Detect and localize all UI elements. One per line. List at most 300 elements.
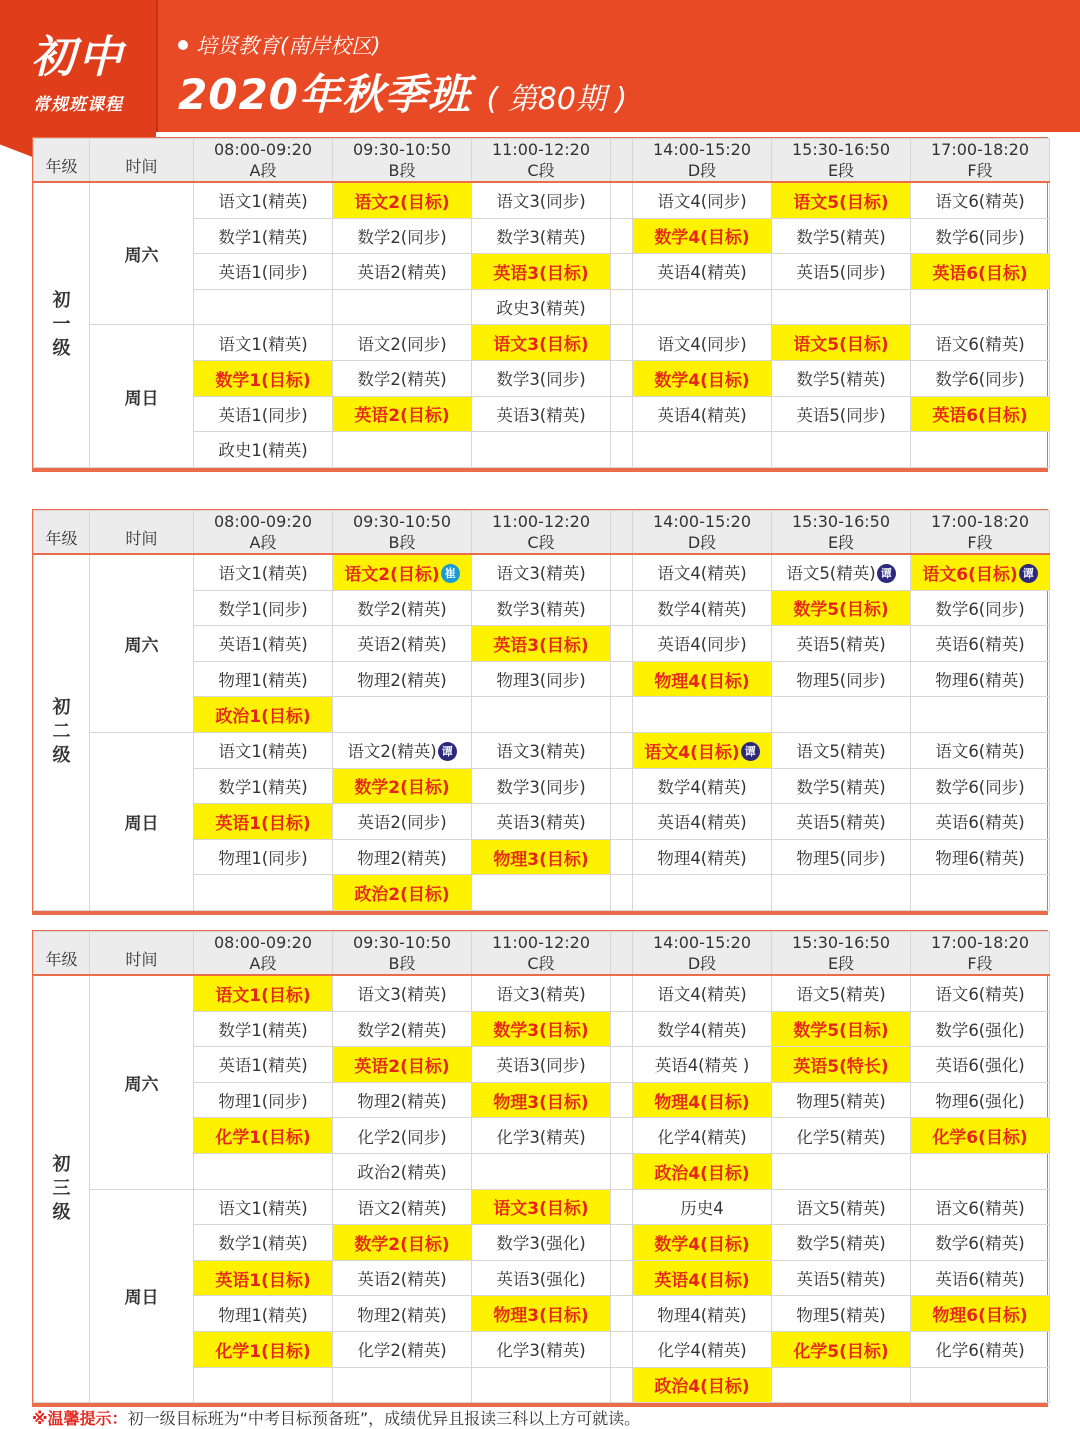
slot-segment: F段 <box>967 954 993 973</box>
class-cell <box>472 975 611 1011</box>
schedule-section <box>32 137 1048 472</box>
class-cell <box>772 732 911 768</box>
class-cell <box>911 804 1050 840</box>
class-cell <box>772 1189 911 1225</box>
target-class-cell <box>911 554 1050 590</box>
lunch-gap <box>611 254 633 290</box>
class-cell <box>194 289 333 325</box>
slot-time: 15:30-16:50 <box>792 140 890 159</box>
target-class-cell <box>194 804 333 840</box>
class-cell <box>772 432 911 468</box>
class-name: 英语5(同步) <box>796 405 886 425</box>
class-cell <box>633 1189 772 1225</box>
class-name: 物理6(强化) <box>935 1092 1025 1112</box>
badge-sub-text: 常规班课程 <box>33 95 123 115</box>
class-cell <box>911 360 1050 396</box>
class-name: 语文2(目标) <box>344 564 440 585</box>
time-slot-header <box>772 139 911 183</box>
time-slot-header <box>472 139 611 183</box>
class-name: 语文3(精英) <box>496 985 586 1005</box>
class-cell <box>333 1296 472 1332</box>
class-cell <box>472 1260 611 1296</box>
class-name: 语文3(精英) <box>496 564 586 584</box>
slot-segment: B段 <box>388 161 416 180</box>
lunch-gap <box>611 1296 633 1332</box>
class-name: 语文4(同步) <box>657 334 747 354</box>
target-class-cell <box>194 697 333 733</box>
class-name: 化学1(目标) <box>215 1128 311 1149</box>
class-name: 语文1(精英) <box>218 742 308 762</box>
table-row <box>34 554 1050 590</box>
class-name: 化学1(目标) <box>215 1341 311 1362</box>
class-name: 数学4(精英) <box>657 1020 747 1040</box>
class-cell <box>194 1011 333 1047</box>
class-cell <box>194 432 333 468</box>
lunch-gap <box>611 182 633 218</box>
class-name: 语文6(目标) <box>922 564 1018 585</box>
class-name: 语文2(精英) <box>357 1198 447 1218</box>
class-cell <box>911 1331 1050 1367</box>
class-name: 英语2(精英) <box>357 263 447 283</box>
class-cell <box>333 1153 472 1189</box>
teacher-tag-icon: 崔 <box>441 564 460 583</box>
time-slot-header <box>911 139 1050 183</box>
class-name: 语文2(目标) <box>354 192 450 213</box>
class-cell <box>772 804 911 840</box>
day-label: 周日 <box>90 732 194 910</box>
slot-segment: A段 <box>249 161 277 180</box>
class-name: 物理5(同步) <box>796 849 886 869</box>
class-name: 语文5(精英) <box>786 564 876 584</box>
class-cell <box>333 218 472 254</box>
class-cell <box>194 1367 333 1403</box>
target-class-cell <box>333 768 472 804</box>
class-name: 物理5(同步) <box>796 671 886 691</box>
target-class-cell <box>911 1296 1050 1332</box>
class-cell <box>911 732 1050 768</box>
class-cell <box>472 661 611 697</box>
class-cell <box>772 1260 911 1296</box>
class-name: 英语2(目标) <box>354 406 450 427</box>
class-cell <box>911 661 1050 697</box>
target-class-cell <box>472 626 611 662</box>
class-cell <box>472 360 611 396</box>
class-name: 数学3(同步) <box>496 777 586 797</box>
class-cell <box>194 732 333 768</box>
target-class-cell <box>772 182 911 218</box>
class-cell <box>633 839 772 875</box>
lunch-gap <box>611 1047 633 1083</box>
slot-time: 08:00-09:20 <box>214 933 312 952</box>
class-cell <box>333 697 472 733</box>
class-name: 数学6(强化) <box>935 1020 1025 1040</box>
class-cell <box>472 218 611 254</box>
target-class-cell <box>472 1082 611 1118</box>
schedule-section <box>32 509 1048 915</box>
class-cell <box>194 1189 333 1225</box>
class-name: 语文5(目标) <box>793 335 889 356</box>
class-name: 数学5(精英) <box>796 227 886 247</box>
slot-time: 11:00-12:20 <box>492 933 590 952</box>
target-class-cell <box>194 975 333 1011</box>
class-cell <box>633 975 772 1011</box>
target-class-cell <box>633 732 772 768</box>
header-row <box>34 511 1050 555</box>
class-name: 语文3(同步) <box>496 192 586 212</box>
class-name: 英语2(精英) <box>357 635 447 655</box>
period-text: ( 第80期 ) <box>486 82 628 117</box>
class-name: 英语6(精英) <box>935 635 1025 655</box>
class-name: 数学3(精英) <box>496 227 586 247</box>
class-cell <box>911 1153 1050 1189</box>
class-cell <box>911 1011 1050 1047</box>
slot-segment: D段 <box>687 161 717 180</box>
time-slot-header <box>772 511 911 555</box>
class-cell <box>194 626 333 662</box>
class-name: 数学2(精英) <box>357 599 447 619</box>
lunch-gap <box>611 975 633 1011</box>
class-name: 语文2(精英) <box>347 742 437 762</box>
class-name: 英语4(精英) <box>657 405 747 425</box>
target-class-cell <box>633 1153 772 1189</box>
class-cell <box>633 626 772 662</box>
slot-time: 17:00-18:20 <box>931 512 1029 531</box>
target-class-cell <box>472 1296 611 1332</box>
lunch-gap <box>611 804 633 840</box>
class-name: 数学4(目标) <box>654 1234 750 1255</box>
class-name: 语文1(精英) <box>218 192 308 212</box>
class-name: 物理6(目标) <box>932 1306 1028 1327</box>
class-name: 语文4(目标) <box>644 742 740 763</box>
class-name: 物理1(同步) <box>218 849 308 869</box>
class-cell <box>472 875 611 911</box>
class-cell <box>472 1225 611 1261</box>
class-cell <box>772 626 911 662</box>
lunch-gap <box>611 661 633 697</box>
class-name: 语文1(精英) <box>218 1198 308 1218</box>
class-name: 化学6(精英) <box>935 1341 1025 1361</box>
class-name: 英语1(目标) <box>215 813 311 834</box>
class-cell <box>772 1225 911 1261</box>
lunch-gap <box>611 139 633 183</box>
schedule-table <box>33 931 1050 1403</box>
time-slot-header <box>333 139 472 183</box>
time-slot-header <box>333 932 472 976</box>
class-name: 英语2(目标) <box>354 1056 450 1077</box>
slot-time: 08:00-09:20 <box>214 512 312 531</box>
grade-column-header: 年级 <box>34 511 90 555</box>
day-label: 周六 <box>90 975 194 1189</box>
slot-segment: D段 <box>687 533 717 552</box>
target-class-cell <box>633 1367 772 1403</box>
grade-label <box>34 182 90 467</box>
class-cell <box>633 768 772 804</box>
time-slot-header <box>911 932 1050 976</box>
class-cell <box>772 554 911 590</box>
class-name: 语文4(精英) <box>657 564 747 584</box>
slot-segment: B段 <box>388 954 416 973</box>
lunch-gap <box>611 1118 633 1154</box>
class-cell <box>194 875 333 911</box>
class-name: 语文6(精英) <box>935 742 1025 762</box>
class-cell <box>633 396 772 432</box>
class-name: 语文6(精英) <box>935 1198 1025 1218</box>
class-name: 数学1(精英) <box>218 1234 308 1254</box>
slot-segment: B段 <box>388 533 416 552</box>
class-cell <box>333 1367 472 1403</box>
day-label: 周日 <box>90 1189 194 1403</box>
class-cell <box>772 1118 911 1154</box>
class-cell <box>633 1118 772 1154</box>
class-name: 数学3(强化) <box>496 1234 586 1254</box>
target-class-cell <box>472 839 611 875</box>
target-class-cell <box>772 1331 911 1367</box>
class-name: 数学4(目标) <box>654 370 750 391</box>
target-class-cell <box>772 1047 911 1083</box>
class-cell <box>633 1296 772 1332</box>
class-name: 政治4(目标) <box>654 1377 750 1398</box>
class-name: 英语6(精英) <box>935 813 1025 833</box>
slot-time: 09:30-10:50 <box>353 933 451 952</box>
class-name: 语文6(精英) <box>935 192 1025 212</box>
time-slot-header <box>194 932 333 976</box>
lunch-gap <box>611 289 633 325</box>
slot-time: 09:30-10:50 <box>353 512 451 531</box>
class-cell <box>911 1082 1050 1118</box>
grade-label <box>34 975 90 1403</box>
target-class-cell <box>772 590 911 626</box>
slot-time: 17:00-18:20 <box>931 140 1029 159</box>
target-class-cell <box>333 1047 472 1083</box>
class-cell <box>194 1225 333 1261</box>
time-slot-header <box>772 932 911 976</box>
class-name: 数学4(目标) <box>654 228 750 249</box>
class-cell <box>911 432 1050 468</box>
class-name: 语文5(精英) <box>796 742 886 762</box>
slot-time: 11:00-12:20 <box>492 140 590 159</box>
class-cell <box>633 254 772 290</box>
class-name: 英语5(精英) <box>796 1270 886 1290</box>
class-cell <box>333 360 472 396</box>
lunch-gap <box>611 432 633 468</box>
class-name: 数学1(同步) <box>218 599 308 619</box>
class-name: 英语4(精英) <box>657 263 747 283</box>
day-label: 周日 <box>90 325 194 467</box>
tip-note <box>32 1406 640 1429</box>
slot-time: 14:00-15:20 <box>653 512 751 531</box>
class-name: 英语4(精英 ) <box>654 1056 750 1076</box>
class-name: 物理5(精英) <box>796 1305 886 1325</box>
class-cell <box>194 325 333 361</box>
grade-text: 初三级 <box>52 1154 71 1224</box>
class-name: 语文1(精英) <box>218 334 308 354</box>
lunch-gap <box>611 1011 633 1047</box>
class-cell <box>633 1331 772 1367</box>
time-slot-header <box>633 932 772 976</box>
class-name: 化学2(同步) <box>357 1127 447 1147</box>
class-name: 英语1(精英) <box>218 635 308 655</box>
schedule-table <box>33 138 1050 468</box>
class-cell <box>772 661 911 697</box>
class-cell <box>633 1047 772 1083</box>
lunch-gap <box>611 554 633 590</box>
time-slot-header <box>472 511 611 555</box>
class-cell <box>633 697 772 733</box>
lunch-gap <box>611 1260 633 1296</box>
teacher-tag-icon: 谭 <box>438 742 457 761</box>
target-class-cell <box>194 1260 333 1296</box>
class-cell <box>911 325 1050 361</box>
class-name: 英语5(同步) <box>796 263 886 283</box>
class-cell <box>633 325 772 361</box>
slot-segment: F段 <box>967 533 993 552</box>
class-name: 数学5(精英) <box>796 370 886 390</box>
class-cell <box>194 1047 333 1083</box>
class-name: 英语5(特长) <box>793 1056 889 1077</box>
lunch-gap <box>611 697 633 733</box>
class-name: 物理3(目标) <box>493 1306 589 1327</box>
class-name: 英语3(强化) <box>496 1270 586 1290</box>
time-slot-header <box>911 511 1050 555</box>
class-cell <box>333 661 472 697</box>
class-cell <box>333 1189 472 1225</box>
class-name: 政治1(目标) <box>215 707 311 728</box>
target-class-cell <box>633 1260 772 1296</box>
target-class-cell <box>472 1011 611 1047</box>
class-cell <box>333 254 472 290</box>
class-name: 语文5(精英) <box>796 1198 886 1218</box>
class-name: 英语3(精英) <box>496 405 586 425</box>
grade-column-header: 年级 <box>34 932 90 976</box>
class-cell <box>472 182 611 218</box>
class-name: 政史3(精英) <box>496 299 586 319</box>
class-name: 数学3(目标) <box>493 1021 589 1042</box>
class-name: 英语6(强化) <box>935 1056 1025 1076</box>
header-row <box>34 932 1050 976</box>
day-label: 周六 <box>90 554 194 732</box>
time-slot-header <box>633 511 772 555</box>
class-cell <box>772 875 911 911</box>
class-name: 政治2(精英) <box>357 1163 447 1183</box>
class-cell <box>911 1367 1050 1403</box>
class-cell <box>194 254 333 290</box>
class-name: 物理6(精英) <box>935 671 1025 691</box>
class-cell <box>333 1260 472 1296</box>
class-name: 数学2(目标) <box>354 778 450 799</box>
class-cell <box>911 289 1050 325</box>
schedule-section <box>32 930 1048 1407</box>
class-name: 物理3(同步) <box>496 671 586 691</box>
class-name: 英语3(目标) <box>493 263 589 284</box>
class-cell <box>333 975 472 1011</box>
class-name: 语文3(目标) <box>493 1199 589 1220</box>
class-name: 物理6(精英) <box>935 849 1025 869</box>
class-name: 化学5(精英) <box>796 1127 886 1147</box>
slot-segment: E段 <box>827 161 855 180</box>
class-cell <box>194 590 333 626</box>
lunch-gap <box>611 1082 633 1118</box>
class-name: 数学5(精英) <box>796 777 886 797</box>
class-cell <box>472 1331 611 1367</box>
class-name: 物理1(精英) <box>218 1305 308 1325</box>
target-class-cell <box>633 661 772 697</box>
class-cell <box>333 1331 472 1367</box>
class-cell <box>333 804 472 840</box>
class-name: 数学2(精英) <box>357 370 447 390</box>
class-cell <box>772 839 911 875</box>
class-name: 数学3(精英) <box>496 599 586 619</box>
slot-time: 11:00-12:20 <box>492 512 590 531</box>
class-cell <box>911 626 1050 662</box>
class-cell <box>772 360 911 396</box>
table-row <box>34 182 1050 218</box>
class-cell <box>911 839 1050 875</box>
time-slot-header <box>633 139 772 183</box>
time-slot-header <box>472 932 611 976</box>
target-class-cell <box>472 325 611 361</box>
class-name: 化学3(精英) <box>496 1341 586 1361</box>
class-name: 数学1(目标) <box>215 370 311 391</box>
target-class-cell <box>633 1225 772 1261</box>
target-class-cell <box>472 1189 611 1225</box>
class-name: 数学2(同步) <box>357 227 447 247</box>
class-cell <box>333 1082 472 1118</box>
time-column-header: 时间 <box>90 511 194 555</box>
class-cell <box>772 697 911 733</box>
class-cell <box>911 590 1050 626</box>
class-cell <box>911 182 1050 218</box>
class-name: 数学1(精英) <box>218 777 308 797</box>
class-cell <box>194 661 333 697</box>
lunch-gap <box>611 360 633 396</box>
class-cell <box>633 804 772 840</box>
teacher-tag-icon: 谭 <box>1019 564 1038 583</box>
class-name: 英语2(精英) <box>357 1270 447 1290</box>
grade-text: 初二级 <box>52 697 71 767</box>
class-name: 英语4(目标) <box>654 1270 750 1291</box>
class-name: 物理2(精英) <box>357 671 447 691</box>
class-name: 语文3(目标) <box>493 335 589 356</box>
class-cell <box>633 289 772 325</box>
class-name: 物理2(精英) <box>357 1092 447 1112</box>
class-name: 语文3(精英) <box>357 985 447 1005</box>
class-name: 语文6(精英) <box>935 334 1025 354</box>
school-name <box>178 30 380 60</box>
class-name: 物理2(精英) <box>357 1305 447 1325</box>
table-row <box>34 975 1050 1011</box>
class-name: 物理2(精英) <box>357 849 447 869</box>
target-class-cell <box>472 254 611 290</box>
class-name: 语文4(精英) <box>657 985 747 1005</box>
class-name: 数学6(同步) <box>935 227 1025 247</box>
class-cell <box>633 590 772 626</box>
teacher-tag-icon: 谭 <box>741 742 760 761</box>
table-row <box>34 1189 1050 1225</box>
class-cell <box>472 1153 611 1189</box>
class-name: 语文6(精英) <box>935 985 1025 1005</box>
class-name: 物理4(目标) <box>654 671 750 692</box>
slot-segment: C段 <box>527 533 555 552</box>
lunch-gap <box>611 396 633 432</box>
class-cell <box>772 218 911 254</box>
class-name: 英语1(同步) <box>218 263 308 283</box>
slot-segment: C段 <box>527 161 555 180</box>
class-cell <box>911 975 1050 1011</box>
class-cell <box>194 1296 333 1332</box>
class-cell <box>472 432 611 468</box>
slot-segment: C段 <box>527 954 555 973</box>
class-cell <box>772 396 911 432</box>
